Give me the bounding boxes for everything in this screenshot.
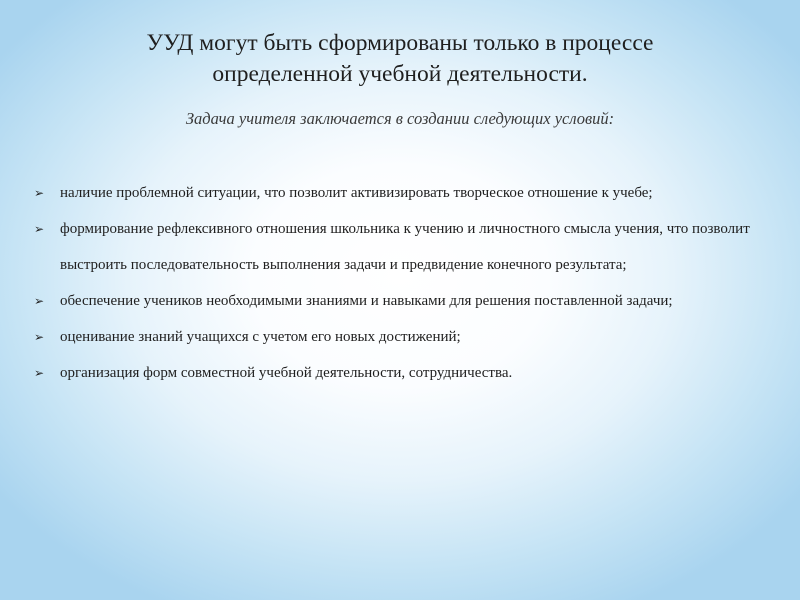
bullet-arrow-icon: ➢ [34,186,45,200]
slide-title [40,28,760,90]
conditions-list [34,175,769,391]
bullet-arrow-icon: ➢ [34,222,45,236]
list-item-text: обеспечение учеников необходимыми знаниями и навыками для решения поставленной задачи; [60,293,673,309]
list-item [34,283,769,319]
slide-title-line-2: определенной учебной деятельности. [212,61,588,87]
list-item [34,319,769,355]
list-item [34,175,769,211]
list-item-text: формирование рефлексивного отношения школьника к учению и личностного смысла учения, что позволит выстроить последовательность выполнения задачи и предвидение конечного результата; [60,221,750,273]
list-item [34,211,769,283]
slide-subtitle: Задача учителя заключается в создании следующих условий: [185,109,615,128]
slide-title-line-1: УУД могут быть сформированы только в процессе [146,30,654,56]
list-item [34,355,769,391]
list-item-text: организация форм совместной учебной деятельности, сотрудничества. [60,365,513,381]
bullet-arrow-icon: ➢ [34,366,45,380]
list-item-text: оценивание знаний учащихся с учетом его новых достижений; [60,329,461,345]
bullet-arrow-icon: ➢ [34,330,45,344]
list-item-text: наличие проблемной ситуации, что позволит активизировать творческое отношение к учебе; [60,185,653,201]
bullet-arrow-icon: ➢ [34,294,45,308]
